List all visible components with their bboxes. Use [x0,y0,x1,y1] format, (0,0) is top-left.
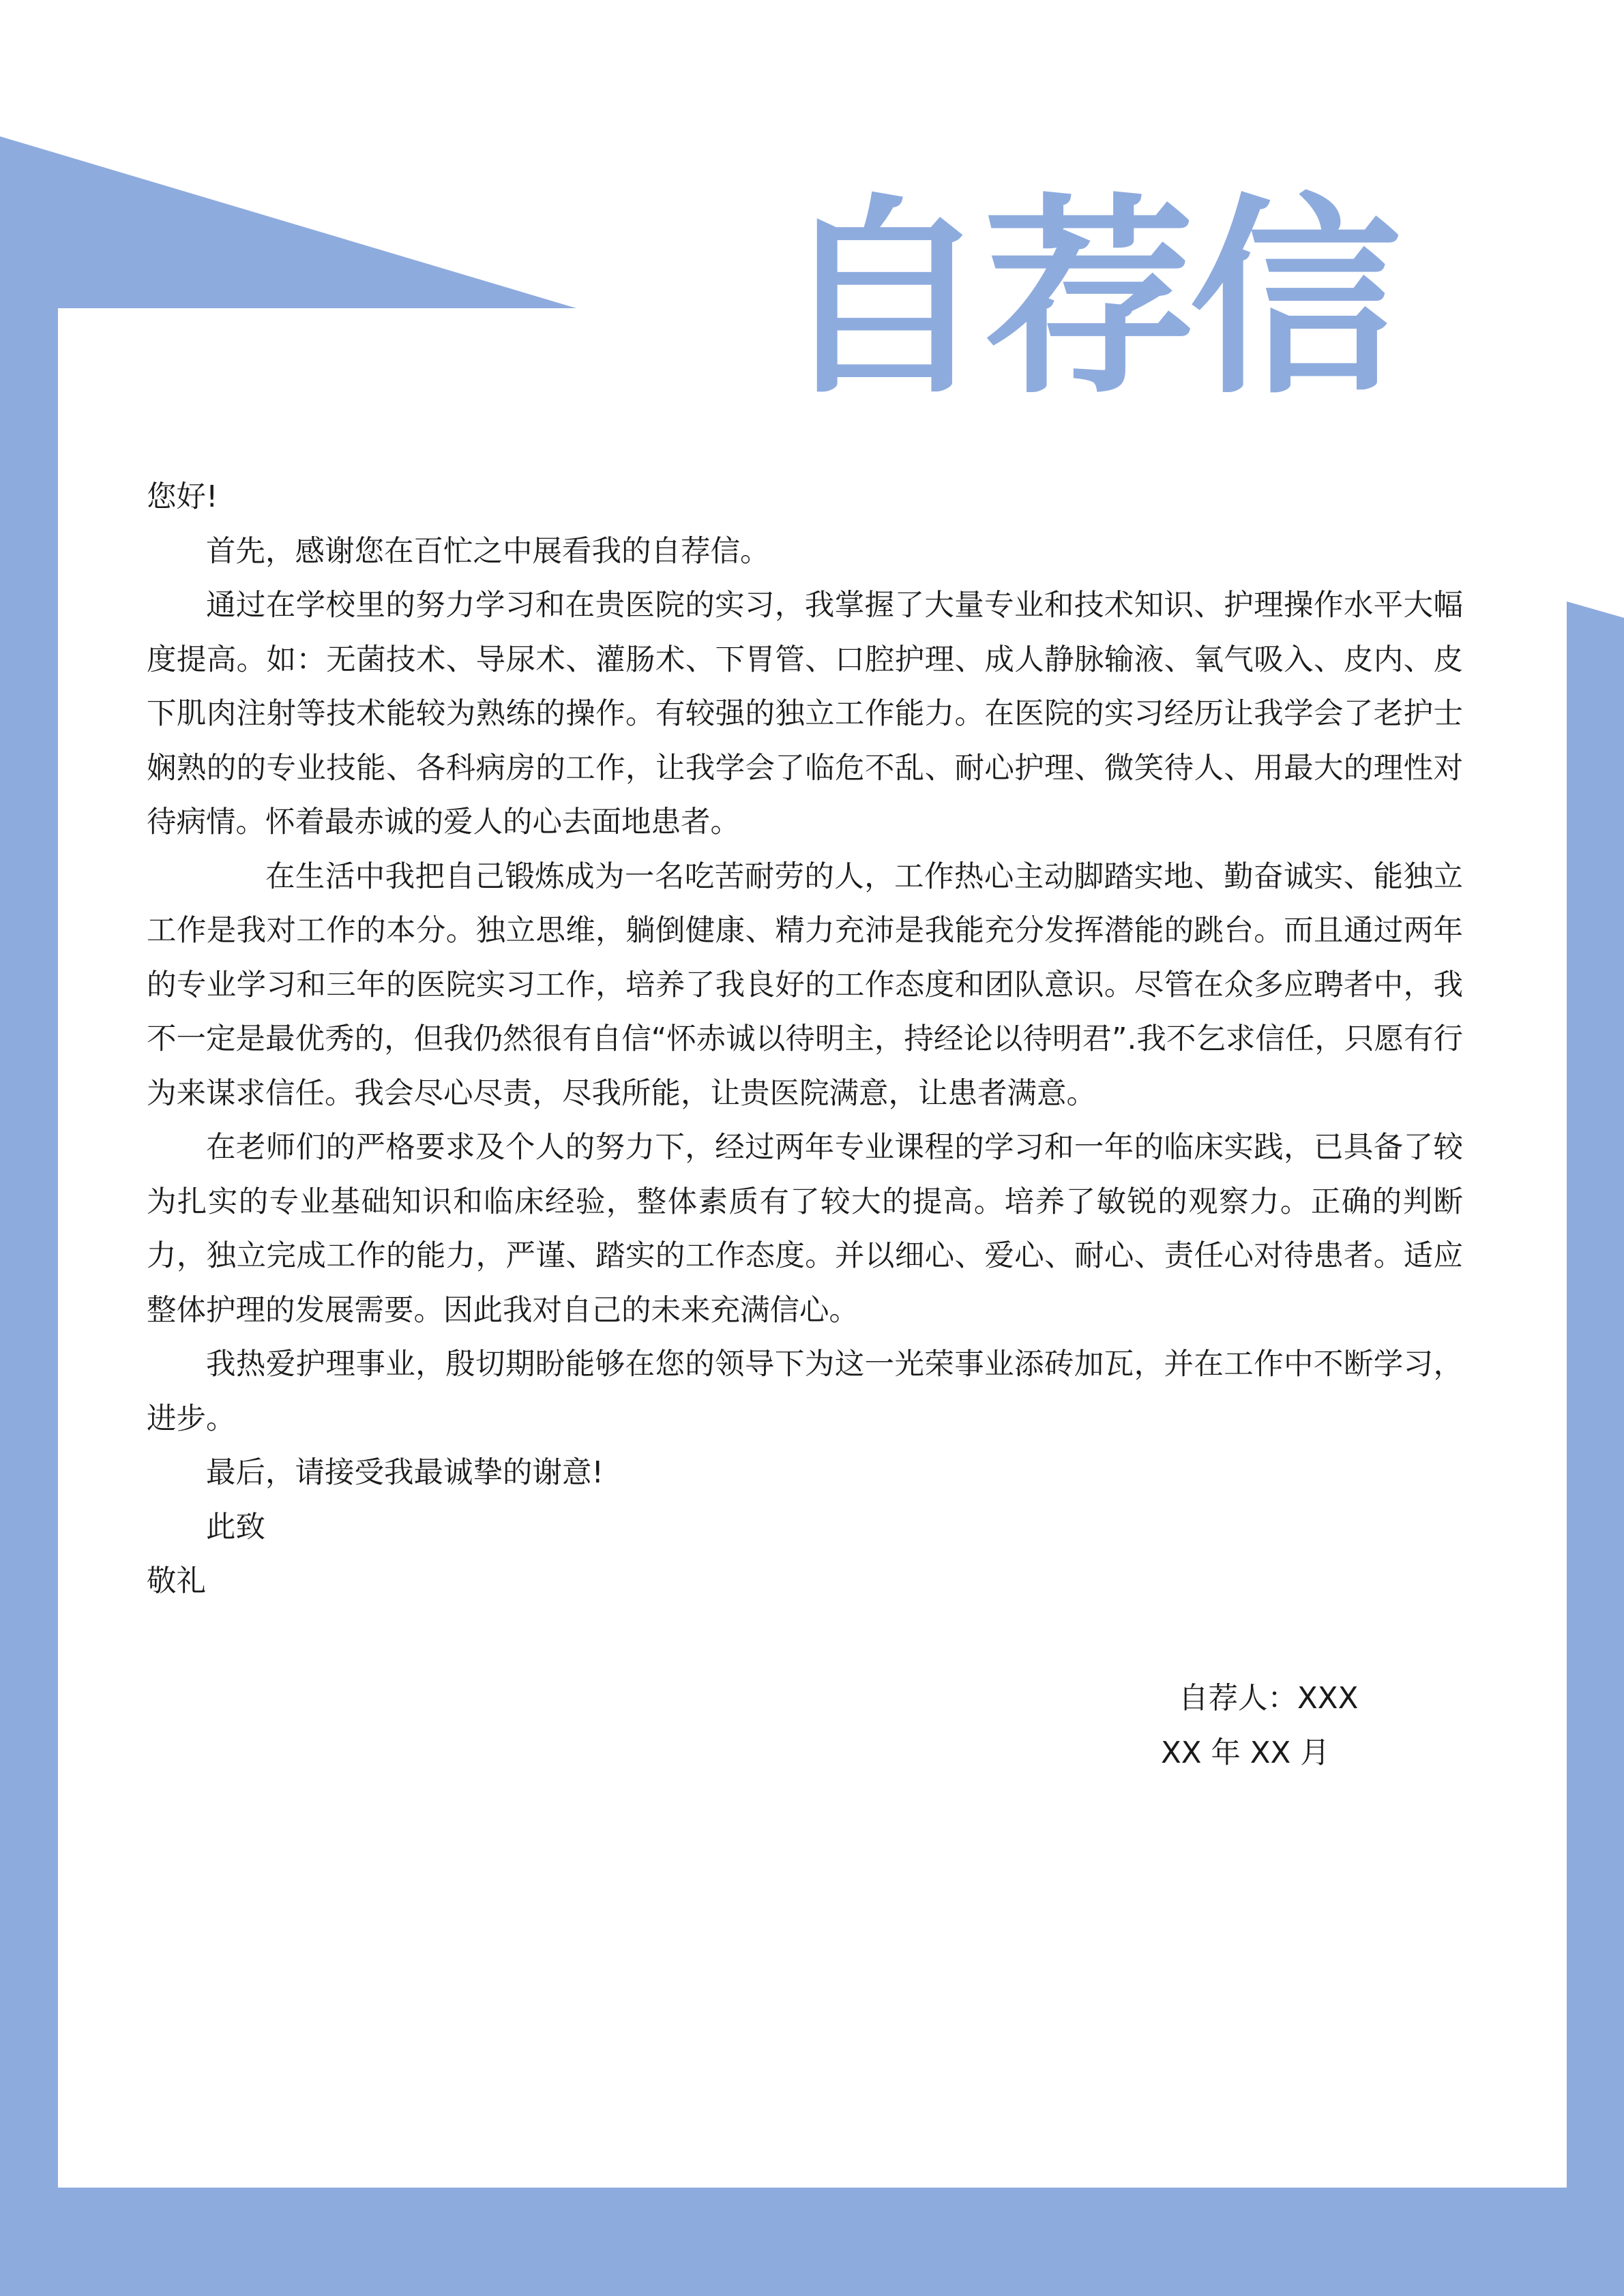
bottom-band-accent [0,2188,1624,2296]
page-title: 自荐信 [778,177,1396,423]
paragraph-aspiration: 我热爱护理事业，殷切期盼能够在您的领导下为这一光荣事业添砖加瓦，并在工作中不断学习，进步。 [147,1347,1463,1436]
closing-salute: 敬礼 [147,1564,206,1598]
signature: 自荐人：XXX [1179,1682,1359,1716]
closing-to: 此致 [206,1510,265,1545]
paragraph-thanks: 最后，请接受我最诚挚的谢意! [206,1456,604,1490]
right-edge-accent [1567,601,1624,2296]
paragraph-skills: 通过在学校里的努力学习和在贵医院的实习，我掌握了大量专业和技术知识、护理操作水平大幅度提高。如：无菌技术、导尿术、灌肠术、下胃管、口腔护理、成人静脉输液、氧气吸入、皮内、皮下肌肉注射等技术能较为熟练的操作。有较强的独立工作能力。在医院的实习经历让我学会了老护士娴熟的的专业技能、各科病房的工作，让我学会了临危不乱、耐心护理、微笑待人、用最大的理性对待病情。怀着最赤诚的爱人的心去面地患者。 [147,588,1463,839]
letter-date: XX 年 XX 月 [1161,1736,1330,1770]
letter-body [147,471,1463,1609]
paragraph-training: 在老师们的严格要求及个人的努力下，经过两年专业课程的学习和一年的临床实践，已具备了较为扎实的专业基础知识和临床经验，整体素质有了较大的提高。培养了敏锐的观察力。正确的判断力，独立完成工作的能力，严谨、踏实的工作态度。并以细心、爱心、耐心、责任心对待患者。适应整体护理的发展需要。因此我对自己的未来充满信心。 [147,1131,1463,1328]
paragraph-intro: 首先，感谢您在百忙之中展看我的自荐信。 [206,534,770,569]
greeting: 您好! [147,480,218,514]
paragraph-character: 在生活中我把自己锻炼成为一名吃苦耐劳的人，工作热心主动脚踏实地、勤奋诚实、能独立工作是我对工作的本分。独立思维，躺倒健康、精力充沛是我能充分发挥潜能的跳台。而且通过两年的专业学习和三年的医院实习工作，培养了我良好的工作态度和团队意识。尽管在众多应聘者中，我不一定是最优秀的，但我仍然很有自信“怀赤诚以待明主，持经论以待明君”.我不乞求信任，只愿有行为来谋求信任。我会尽心尽责，尽我所能，让贵医院满意，让患者满意。 [147,859,1463,1111]
